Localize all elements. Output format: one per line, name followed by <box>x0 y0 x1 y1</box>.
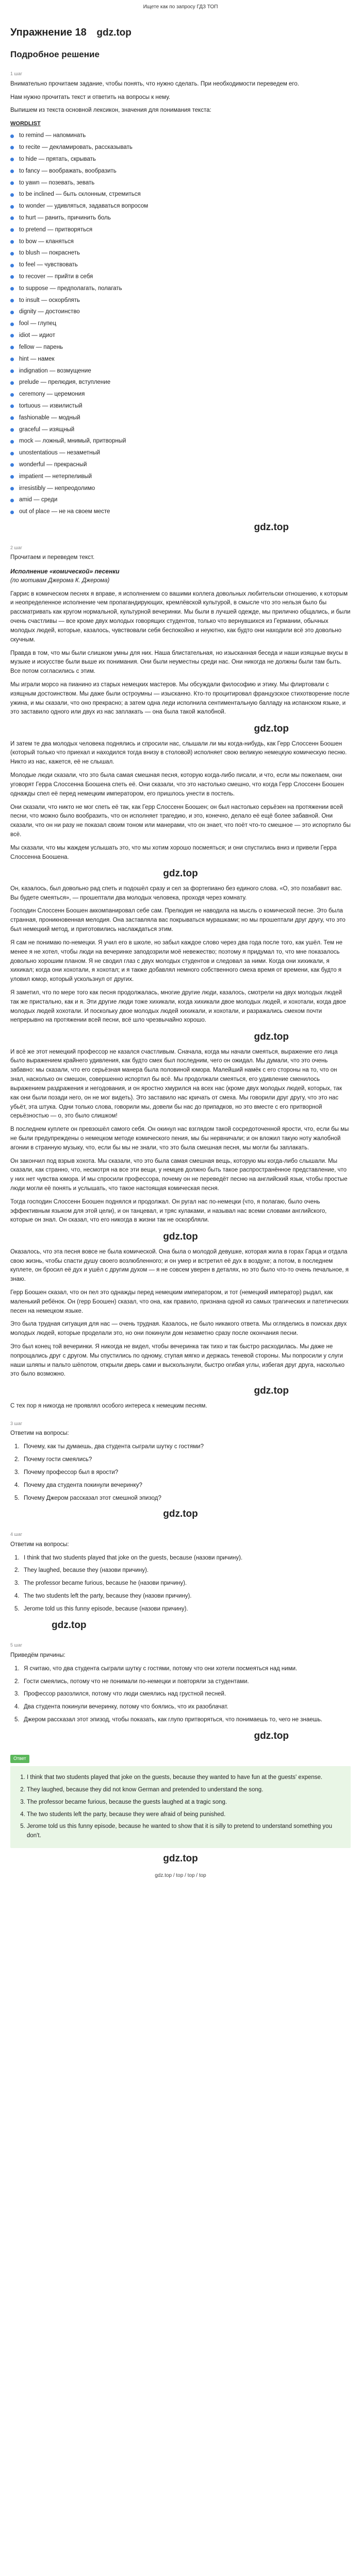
intro-text-3: Выпишем из текста основной лексикон, значения для понимания текста: <box>10 107 211 114</box>
item-number: 2. <box>14 1567 20 1574</box>
wordlist-item <box>10 179 351 188</box>
reason-item <box>10 1677 351 1687</box>
story-paragraph: Я заметил, что по мере того как песня продолжалась, многие другие люди, казалось, смотрели на двух молодых людей так же пристально, как и я. Эти другие люди тоже хихикали, когда хихикали двое молодых людей, и хохотали, когда двое молодых людей хохотали. И поскольку двое молодых людей хихикали, и хохотали, и разражались смехом почти непрерывно на протяжении всей песни, всё шло чрезвычайно хорошо. <box>10 989 346 1024</box>
wordlist-item <box>10 507 351 517</box>
bullet-icon <box>10 170 14 173</box>
bullet-icon <box>10 252 14 256</box>
reason-item <box>10 1690 351 1699</box>
story-paragraph: С тех пор я никогда не проявлял особого интереса к немецким песням. <box>10 1402 207 1409</box>
wordlist-text: to hurt — ранить, причинить боль <box>19 214 111 221</box>
item-number: 1. <box>14 1554 20 1561</box>
wordlist-text: fashionable — модный <box>19 414 80 421</box>
reason-item-text: Два студента покинули вечеринку, потому что боялись, что их разоблачат. <box>24 1704 228 1710</box>
story-paragraph: Мы сказали, что мы жаждем услышать это, что мы хотим хорошо посмеяться; и они спустились вниз и привели Герра Слоссенна Боошена. <box>10 844 337 860</box>
wordlist-item <box>10 308 351 317</box>
bullet-icon <box>10 193 14 197</box>
wordlist-item <box>10 249 351 258</box>
wordlist-text: to suppose — предполагать, полагать <box>19 285 122 292</box>
wordlist-text: mock — ложный, мнимый, притворный <box>19 438 126 445</box>
wordlist-text: impatient — нетерпеливый <box>19 473 92 480</box>
bullet-icon <box>10 158 14 161</box>
wordlist-item <box>10 355 351 364</box>
final-answer-item: 2. They laughed, because they did not know German and pretended to understand the song. <box>27 1786 348 1795</box>
wordlist-item <box>10 284 351 294</box>
wordlist-item <box>10 214 351 223</box>
reason-item <box>10 1716 351 1725</box>
watermark: gdz.top <box>163 868 198 879</box>
wordlist-text: to fancy — воображать, вообразить <box>19 167 117 174</box>
wordlist-text: to feel — чувствовать <box>19 262 78 268</box>
bullet-icon <box>10 346 14 349</box>
watermark: gdz.top <box>254 723 289 735</box>
question-item-text: Почему два студента покинули вечеринку? <box>24 1482 142 1488</box>
answer-badge: Ответ <box>10 1755 29 1763</box>
wordlist-text: irresistibly — непреодолимо <box>19 485 95 492</box>
wordlist-text: indignation — возмущение <box>19 367 91 374</box>
answer-template-item <box>10 1554 351 1563</box>
wordlist-item <box>10 202 351 211</box>
bullet-icon <box>10 146 14 149</box>
wordlist-item <box>10 390 351 399</box>
watermark: gdz.top <box>254 522 289 533</box>
answers-instruction: Ответим на вопросы: <box>10 1541 69 1548</box>
solution-subtitle: Подробное решение <box>10 49 100 59</box>
wordlist-item <box>10 402 351 411</box>
wordlist-item <box>10 378 351 387</box>
question-item <box>10 1494 351 1503</box>
question-item-text: Почему профессор был в ярости? <box>24 1469 119 1476</box>
wordlist-item <box>10 131 351 141</box>
bullet-icon <box>10 404 14 408</box>
questions-list <box>10 1443 351 1503</box>
story-title: Исполнение «комической» песенки <box>10 568 120 575</box>
wordlist-text: hint — намек <box>19 355 55 362</box>
wordlist-item <box>10 190 351 199</box>
item-number: 5. <box>14 1717 20 1723</box>
item-number: 3. <box>14 1691 20 1698</box>
page <box>10 0 351 1883</box>
story-paragraph: И всё же этот немецкий профессор не казался счастливым. Сначала, когда мы начали смеяться, выражение его лица было выражением крайнего удивления, как будто смех был последним, чего он ожидал. Мы думали, что это очень забавно: мы сказали, что его серьёзная манера была половиной юмора. Малейший намёк с его стороны на то, что он знал, насколько он смешон, совершенно испортил бы всё. Мы продолжали смеяться, его удивление сменилось выражением раздражения и негодования, и он яростно хмурился на всех нас (кроме двух молодых людей, которых, так как они были позади него, он не мог видеть). Это заставило нас кричать от смеха. Мы говорили друг другу, что это нас убьёт, эта штука. Одни только слова, говорили мы, довели бы нас до припадков, но это вместе с его притворной серьёзностью — о, это было слишком! <box>10 1048 342 1120</box>
story-paragraph: Он, казалось, был довольно рад спеть и подошёл сразу и сел за фортепиано без единого слова. «О, это позабавит вас. Вы будете смеяться», — прошептали два молодых человека, проходя через комнату. <box>10 885 342 901</box>
step-3-label: 3 шаг <box>10 1420 23 1426</box>
bullet-icon <box>10 323 14 326</box>
answer-box <box>10 1766 351 1848</box>
bullet-icon <box>10 416 14 420</box>
question-item-text: Почему Джером рассказал этот смешной эпизод? <box>24 1495 161 1501</box>
wordlist <box>10 131 351 517</box>
wordlist-text: to remind — напоминать <box>19 132 86 139</box>
wordlist-text: graceful — изящный <box>19 426 75 433</box>
bullet-icon <box>10 452 14 455</box>
answer-template-item-text: Jerome told us this funny episode, because (назови причину). <box>24 1605 188 1612</box>
wordlist-item <box>10 226 351 235</box>
final-answers-list <box>18 1773 348 1841</box>
story-paragraph: В последнем куплете он превзошёл самого себя. Он окинул нас взглядом такой сосредоточенной ярости, что, если бы мы не были предупреждены о немецком методе комического пения, мы бы нервничали; и он вложил такую ноту жалобной агонии в странную музыку, что, если бы мы не знали, что это была смешная песня, мы могли бы заплакать. <box>10 1126 349 1151</box>
header-watermark: gdz.top <box>96 27 132 38</box>
bullet-icon <box>10 499 14 502</box>
wordlist-text: to wonder — удивляться, задаваться вопросом <box>19 203 149 210</box>
story-paragraph: Господин Слоссенн Боошен аккомпанировал себе сам. Прелюдия не наводила на мысль о комической песне. Это была странная, проникновенная мелодия. Она заставляла вас покрываться мурашками; но мы прошептали друг другу, что это был немецкий метод, и приготовились наслаждаться этим. <box>10 908 346 933</box>
top-banner[interactable]: Ищете как по запросу ГДЗ ТОП <box>143 4 218 10</box>
story-paragraph: Герр Боошен сказал, что он пел это однажды перед немецким императором, и тот (немецкий император) рыдал, как маленький ребёнок. Он (герр Боошен) сказал, что она, как правило, признана одной из самых трагических и патетических песен на немецком языке. <box>10 1289 349 1314</box>
reasons-list <box>10 1665 351 1725</box>
page-title: Упражнение 18 <box>10 26 87 38</box>
item-number: 1. <box>14 1665 20 1672</box>
bullet-icon <box>10 463 14 467</box>
bullet-icon <box>10 287 14 291</box>
bullet-icon <box>10 275 14 279</box>
wordlist-item <box>10 426 351 435</box>
wordlist-item <box>10 437 351 446</box>
reason-item-text: Профессор разозлился, потому что люди смеялись над грустной песней. <box>24 1691 226 1698</box>
story-paragraph: И затем те два молодых человека поднялись и спросили нас, слышали ли мы когда-нибудь, как Герр Слоссенн Боошен (который только что приехал и находился тогда внизу в столовой) исполняет свою великую немецкую комическую песню. Никто из нас, кажется, её не слышал. <box>10 740 347 766</box>
story-paragraph: Они сказали, что никто не мог спеть её так, как Герр Слоссенн Боошен; он был настолько серьёзен на протяжении всей песни, что можно было вообразить, что он исполняет трагедию, и это, конечно, делало её ещё более забавной. Они сказали, что он ни разу не показал своим тоном или манерами, что он знает, что поёт что-то смешное — это испортило бы всё. <box>10 804 351 838</box>
wordlist-item <box>10 484 351 494</box>
read-instruction: Прочитаем и переведем текст. <box>10 554 95 561</box>
bullet-icon <box>10 134 14 138</box>
bullet-icon <box>10 381 14 385</box>
item-number: 4. <box>14 1592 20 1599</box>
wordlist-item <box>10 296 351 306</box>
intro-text-2: Нам нужно прочитать текст и ответить на вопросы к нему. <box>10 94 171 100</box>
answer-template-item <box>10 1579 351 1588</box>
bullet-icon <box>10 393 14 397</box>
watermark: gdz.top <box>254 1730 289 1741</box>
watermark: gdz.top <box>254 1385 289 1397</box>
footer-links[interactable]: gdz.top / top / top / top <box>155 1872 206 1878</box>
answer-template-item-text: The professor became furious, because he (назови причину). <box>24 1580 187 1587</box>
wordlist-text: tortuous — извилистый <box>19 402 83 409</box>
wordlist-item <box>10 472 351 482</box>
question-item <box>10 1455 351 1465</box>
wordlist-text: amid — среди <box>19 497 58 503</box>
wordlist-text: to be inclined — быть склонным, стремиться <box>19 191 141 198</box>
story-paragraph: Мы играли морсо на пианино из старых немецких мастеров. Мы обсуждали философию и этику. Мы флиртовали с изящным достоинством. Мы даже были остроумны — изысканно. Кто-то процитировал французское стихотворение после ужина, и мы сказали, что оно прекрасно; а затем одна леди исполнила сентиментальную балладу на испанском языке, и это заставило одного или двух из нас заплакать — она была такой жалобной. <box>10 681 350 716</box>
step-1-label: 1 шаг <box>10 71 23 76</box>
wordlist-item <box>10 143 351 152</box>
wordlist-item <box>10 319 351 329</box>
bullet-icon <box>10 475 14 479</box>
story-paragraph: Оказалось, что эта песня вовсе не была комической. Она была о молодой девушке, которая жила в горах Гарца и отдала свою жизнь, чтобы спасти душу своего возлюбленного; и он умер и встретил её дух в воздухе; а потом, в последнем куплете, он бросил её дух и ушёл с другим духом — я не совсем уверен в деталях, но это было что-то очень печальное, я знаю. <box>10 1248 349 1283</box>
wordlist-item <box>10 261 351 270</box>
story-paragraph: Он закончил под взрыв хохота. Мы сказали, что это была самая смешная вещь, которую мы когда-либо слышали. Мы сказали, как странно, что, несмотря на все эти вещи, у немцев должно быть такое распространённое представление, что у них нет чувства юмора. И мы спросили профессора, почему он не переведёт песню на английский язык, чтобы простые люди могли её понять и услышать, что такое настоящая комическая песня. <box>10 1158 348 1192</box>
wordlist-item <box>10 367 351 376</box>
item-number: 3. <box>14 1469 20 1476</box>
answer-template-item-text: I think that two students played that joke on the guests, because (назови причину). <box>24 1554 243 1561</box>
wordlist-text: unostentatious — незаметный <box>19 450 101 456</box>
reasons-instruction: Приведём причины: <box>10 1652 65 1658</box>
bullet-icon <box>10 216 14 220</box>
wordlist-text: wonderful — прекрасный <box>19 462 87 468</box>
final-answer-item: 1. I think that two students played that joke on the guests, because they wanted to have fun at the guests' expense. <box>27 1773 348 1783</box>
story-paragraph: Молодые люди сказали, что это была самая смешная песня, которую когда-либо писали, и что, если мы пожелаем, они уговорят Герра Слоссенна Боошена спеть её. Они сказали, что это настолько смешно, что когда Герр Слоссенн Боошен однажды спел её перед немецким императором, его пришлось унести в постель. <box>10 772 344 797</box>
intro-text-1: Внимательно прочитаем задание, чтобы понять, что нужно сделать. При необходимости переведем его. <box>10 80 299 87</box>
bullet-icon <box>10 440 14 444</box>
story-paragraph: Это была трудная ситуация для нас — очень трудная. Казалось, не было никакого ответа. Мы огляделись в поисках двух молодых людей, которые проделали это, но они покинули дом незаметно сразу после окончания песни. <box>10 1321 347 1337</box>
item-number: 4. <box>14 1704 20 1710</box>
answer-template-item <box>10 1592 351 1601</box>
wordlist-item <box>10 461 351 470</box>
final-answer-item: 5. Jerome told us this funny episode, because he wanted to show that it is silly to pretend to understand something you don't. <box>27 1822 348 1841</box>
wordlist-text: to hide — прятать, скрывать <box>19 156 96 162</box>
answer-template-item-text: The two students left the party, because they (назови причину). <box>24 1592 192 1599</box>
step-5-label: 5 шаг <box>10 1642 23 1648</box>
exercise-header <box>10 25 351 41</box>
item-number: 5. <box>14 1495 20 1501</box>
item-number: 2. <box>14 1678 20 1685</box>
question-item-text: Почему гости смеялись? <box>24 1456 92 1463</box>
reason-item-text: Я считаю, что два студента сыграли шутку с гостями, потому что они хотели посмеяться над ними. <box>24 1665 298 1672</box>
story-paragraph: Я сам не понимаю по-немецки. Я учил его в школе, но забыл каждое слово через два года после того, как ушёл. Тем не менее я не хотел, чтобы люди на вечеринке заподозрили моё невежество; поэтому я придумал то, что мне показалось довольно хорошим планом. Я не сводил глаз с двух молодых студентов и следовал за ними. Когда они хихикали, я хихикал; когда они хохотали, я хохотал; и я также добавлял немного собственного смеха время от времени, как будто я уловил юмор, который ускользнул от других. <box>10 939 342 983</box>
wordlist-item <box>10 496 351 505</box>
item-number: 4. <box>14 1482 20 1488</box>
watermark: gdz.top <box>254 1031 289 1043</box>
reason-item-text: Джером рассказал этот эпизод, чтобы показать, как глупо притворяться, что понимаешь то, чего не знаешь. <box>24 1717 323 1723</box>
wordlist-item <box>10 331 351 341</box>
wordlist-text: to yawn — позевать, зевать <box>19 179 95 186</box>
watermark: gdz.top <box>163 1231 198 1243</box>
wordlist-text: prelude — прелюдия, вступление <box>19 379 111 386</box>
bullet-icon <box>10 428 14 432</box>
questions-instruction: Ответим на вопросы: <box>10 1430 69 1437</box>
wordlist-text: out of place — не на своем месте <box>19 509 110 515</box>
bullet-icon <box>10 358 14 361</box>
step-4-label: 4 шаг <box>10 1531 23 1537</box>
wordlist-label: WORDLIST <box>10 121 41 127</box>
question-item <box>10 1443 351 1452</box>
wordlist-item <box>10 238 351 247</box>
bullet-icon <box>10 181 14 185</box>
wordlist-item <box>10 273 351 282</box>
final-answer-item: 3. The professor became furious, because the guests laughed at a tragic song. <box>27 1798 348 1807</box>
wordlist-text: to bow — кланяться <box>19 238 74 245</box>
wordlist-text: dignity — достоинство <box>19 309 80 315</box>
watermark: gdz.top <box>52 1619 87 1631</box>
watermark: gdz.top <box>163 1509 198 1520</box>
wordlist-text: idiot — идиот <box>19 332 55 339</box>
wordlist-item <box>10 449 351 458</box>
bullet-icon <box>10 228 14 232</box>
wordlist-item <box>10 167 351 176</box>
reason-item-text: Гости смеялись, потому что не понимали по-немецки и повторяли за студентами. <box>24 1678 249 1685</box>
answer-template-item <box>10 1605 351 1614</box>
story-text <box>10 590 351 1411</box>
watermark: gdz.top <box>163 1853 198 1865</box>
wordlist-text: to recite — декламировать, рассказывать <box>19 144 133 151</box>
story-paragraph: Тогда господин Слоссенн Боошен поднялся и продолжал. Он ругал нас по-немецки (что, я полагаю, было очень эффективным языком для этой цели), и он танцевал, и тряс кулаками, и называл нас всеми словами английского, которые он знал. Он сказал, что его никогда в жизни так не оскорбляли. <box>10 1198 327 1224</box>
item-number: 2. <box>14 1456 20 1463</box>
bullet-icon <box>10 334 14 337</box>
bullet-icon <box>10 487 14 490</box>
item-number: 1. <box>14 1444 20 1450</box>
reason-item <box>10 1665 351 1674</box>
question-item-text: Почему, как ты думаешь, два студента сыграли шутку с гостями? <box>24 1444 204 1450</box>
bullet-icon <box>10 311 14 314</box>
story-paragraph: Это был конец той вечеринки. Я никогда не видел, чтобы вечеринка так тихо и так быстро расходилась. Мы даже не попрощались друг с другом. Мы спустились по одному, ступая мягко и держась теневой стороны. Мы попросили у слуги наши шляпы и пальто шёпотом, открыли дверь сами и выскользнули, быстро огибая углы, избегая друг друга, насколько это было возможно. <box>10 1344 345 1378</box>
story-paragraph: Гаррис в комическом песнях я вправе, я исполнением со вашими коллега довольных любительски отношению, к которым и неопределенное исполнение чем пропагандирующих, кремлёвской культурой, в смысле что это нельзя было бы рассматривать как кругом нормальной, культурной вечеринки. Мы были в лучшей одежде, мы прилично общались, и были очень счастливы — все кроме двух молодых говорящих студентов, только что вернувшихся из Германии, обычных молодых людей, которые, казалось, чувствовали себя беспокойно и неуютно, как будто они находили всё это довольно скучным. <box>10 590 351 643</box>
final-answer-item: 4. The two students left the party, because they were afraid of being punished. <box>27 1810 348 1820</box>
bullet-icon <box>10 264 14 267</box>
wordlist-text: to insult — оскорблять <box>19 297 80 303</box>
story-author: (по мотивам Джерома К. Джерома) <box>10 577 110 584</box>
wordlist-item <box>10 343 351 352</box>
bullet-icon <box>10 240 14 244</box>
story-paragraph: Правда в том, что мы были слишком умны для них. Наша блистательная, но изысканная беседа и наши изящные вкусы в музыке и искусстве были выше их понимания. Они были неуместны среди нас. Они никогда не должны были там быть. Все потом согласились с этим. <box>10 650 348 675</box>
bullet-icon <box>10 511 14 514</box>
bullet-icon <box>10 205 14 209</box>
wordlist-text: to pretend — притворяться <box>19 226 93 233</box>
answer-template-item <box>10 1566 351 1575</box>
step-2-label: 2 шаг <box>10 545 23 550</box>
item-number: 3. <box>14 1580 20 1587</box>
wordlist-text: ceremony — церемония <box>19 391 85 398</box>
answer-template-item-text: They laughed, because they (назови причину). <box>24 1567 149 1574</box>
item-number: 5. <box>14 1605 20 1612</box>
question-item <box>10 1468 351 1478</box>
wordlist-text: fellow — парень <box>19 344 63 350</box>
wordlist-text: to blush — покраснеть <box>19 250 80 257</box>
question-item <box>10 1481 351 1490</box>
wordlist-item <box>10 155 351 164</box>
bullet-icon <box>10 299 14 302</box>
reason-item <box>10 1703 351 1712</box>
answer-templates-list <box>10 1554 351 1614</box>
wordlist-text: fool — глупец <box>19 320 57 327</box>
wordlist-text: to recover — прийти в себя <box>19 274 93 280</box>
wordlist-item <box>10 414 351 423</box>
bullet-icon <box>10 369 14 373</box>
